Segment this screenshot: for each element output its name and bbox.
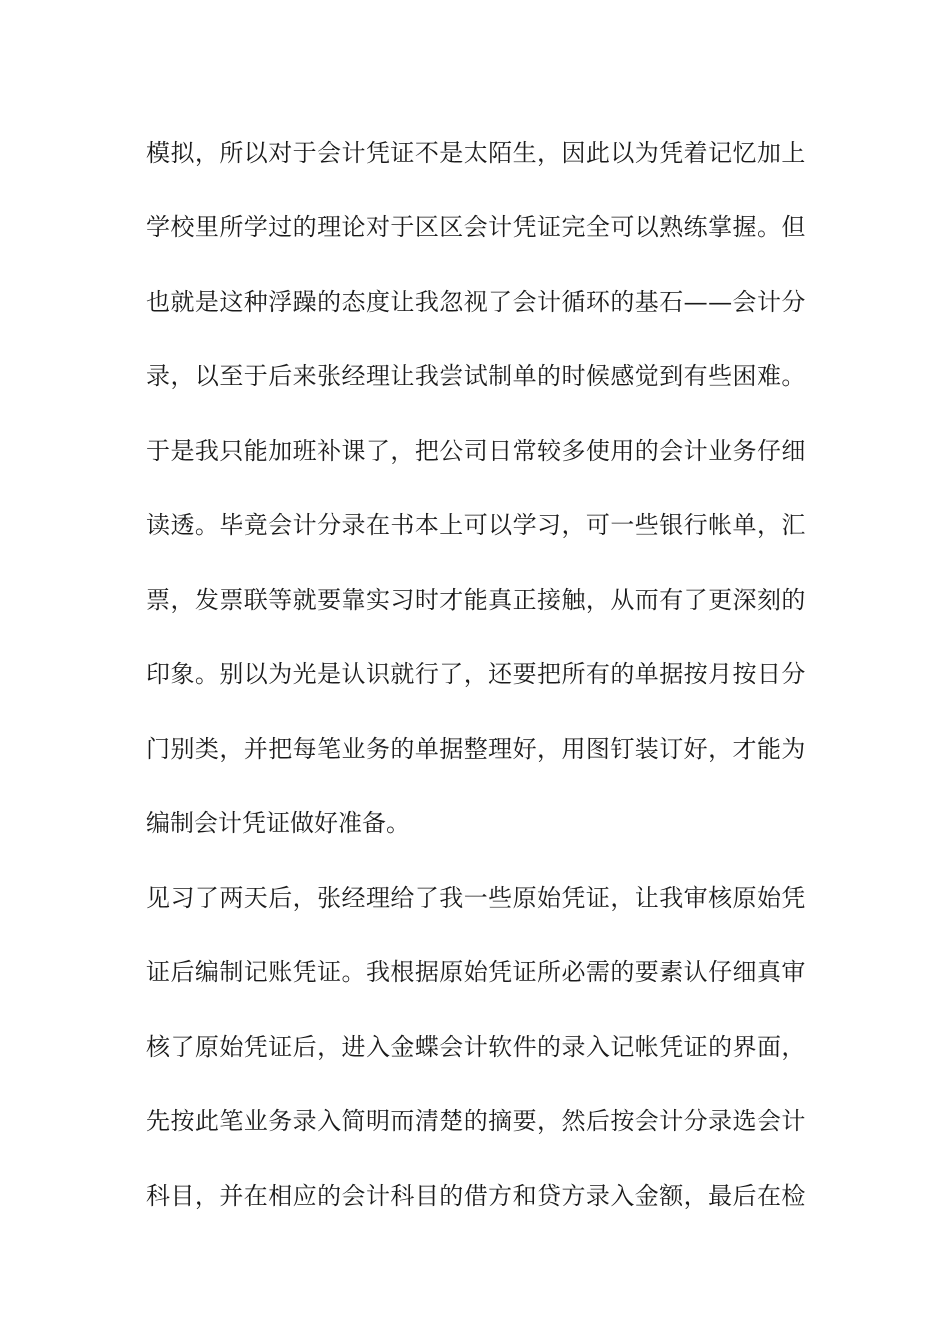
text-line-5: 于是我只能加班补课了，把公司日常较多使用的会计业务仔细 bbox=[146, 437, 806, 465]
text-line-14: 先按此笔业务录入简明而清楚的摘要，然后按会计分录选会计 bbox=[146, 1107, 806, 1135]
text-line-12: 证后编制记账凭证。我根据原始凭证所必需的要素认仔细真审 bbox=[146, 958, 806, 986]
text-line-13: 核了原始凭证后，进入金蝶会计软件的录入记帐凭证的界面， bbox=[146, 1033, 806, 1061]
text-line-8: 印象。别以为光是认识就行了，还要把所有的单据按月按日分 bbox=[146, 660, 806, 688]
text-line-1: 模拟，所以对于会计凭证不是太陌生，因此以为凭着记忆加上 bbox=[146, 139, 806, 167]
text-line-15: 科目，并在相应的会计科目的借方和贷方录入金额，最后在检 bbox=[146, 1182, 806, 1210]
text-line-3: 也就是这种浮躁的态度让我忽视了会计循环的基石——会计分 bbox=[146, 288, 806, 316]
text-line-2: 学校里所学过的理论对于区区会计凭证完全可以熟练掌握。但 bbox=[146, 213, 806, 241]
text-line-4: 录，以至于后来张经理让我尝试制单的时候感觉到有些困难。 bbox=[146, 362, 806, 390]
text-line-10: 编制会计凭证做好准备。 bbox=[146, 809, 410, 837]
text-line-7: 票，发票联等就要靠实习时才能真正接触，从而有了更深刻的 bbox=[146, 586, 806, 614]
text-line-9: 门别类，并把每笔业务的单据整理好，用图钉装订好，才能为 bbox=[146, 735, 806, 763]
text-line-11: 见习了两天后，张经理给了我一些原始凭证，让我审核原始凭 bbox=[146, 884, 806, 912]
text-line-6: 读透。毕竟会计分录在书本上可以学习，可一些银行帐单，汇 bbox=[146, 511, 806, 539]
